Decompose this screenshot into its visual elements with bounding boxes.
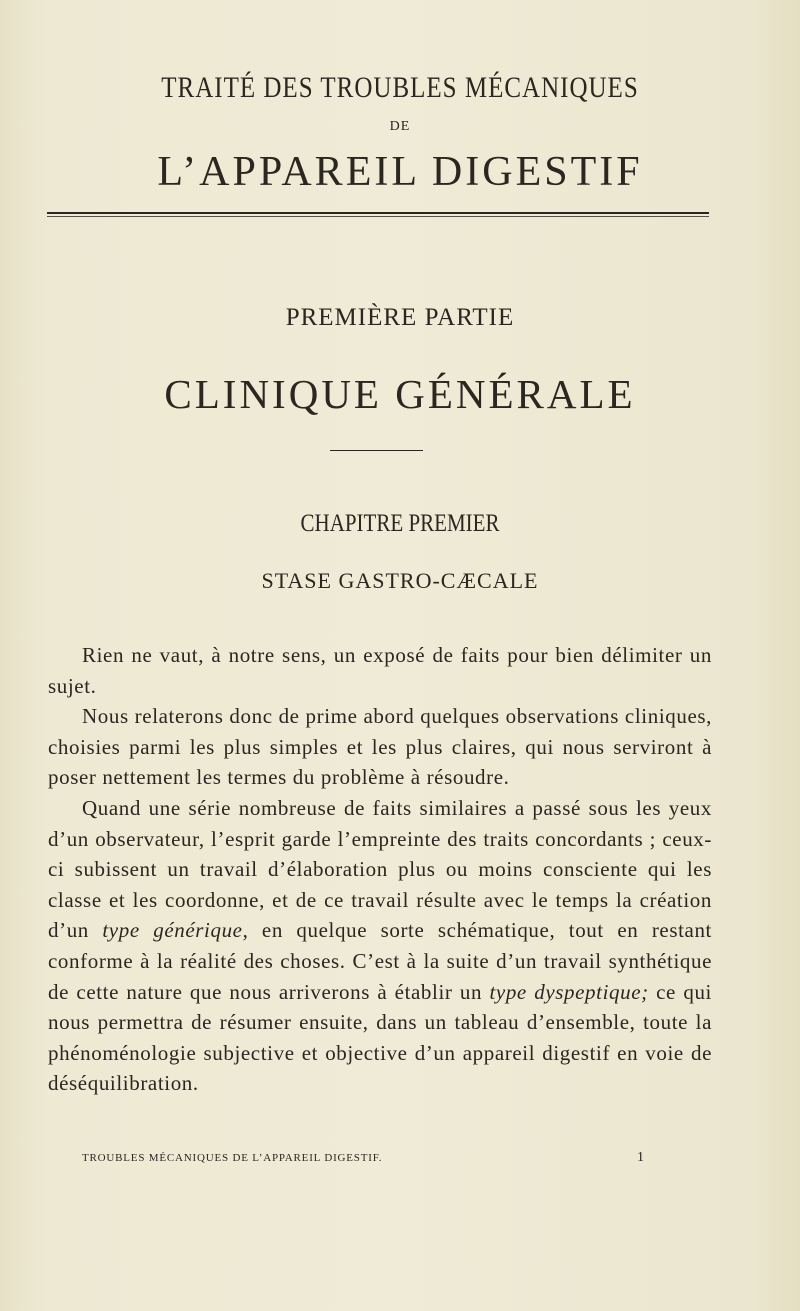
emphasis-type-dyspeptique: type dyspeptique; (489, 979, 649, 1004)
running-title: TROUBLES MÉCANIQUES DE L’APPAREIL DIGESTIF. (82, 1152, 383, 1164)
title-divider-rule (47, 212, 709, 214)
emphasis-type-generique: type générique (102, 918, 243, 943)
body-text (48, 640, 712, 1099)
paragraph-3-part-a: Quand une série nombreuse de faits similaires a passé sous les yeux d’un observateur, l’esprit garde l’empreinte des traits concordants ; ceux-ci subissent un travail d’élaboration plus ou moins consciente qui les classe et les coordonne, et de ce travail résulte avec le temps la création d’un (48, 795, 712, 943)
part-title: CLINIQUE GÉNÉRALE (164, 371, 636, 417)
book-title-de: DE (389, 119, 411, 134)
chapter-label: CHAPITRE PREMIER (300, 508, 500, 537)
paragraph-3-part-c: ce qui nous permettra de résumer ensuite, dans un tableau d’ensemble, toute la phénoménologie subjective et objective d’un appareil digestif en voie de déséquilibration. (48, 979, 712, 1096)
signature-mark: 1 (637, 1150, 645, 1165)
book-title-line1: TRAITÉ DES TROUBLES MÉCANIQUES (161, 72, 639, 104)
part-label: PREMIÈRE PARTIE (285, 304, 515, 331)
paragraph-3 (48, 793, 712, 1099)
book-title-main: L’APPAREIL DIGESTIF (157, 149, 643, 195)
paragraph-3-part-b: , en quelque sorte schématique, tout en restant conforme à la réalité des choses. C’est à la suite d’un travail synthétique de cette nature que nous arriverons à établir un (48, 918, 712, 1004)
chapter-title: STASE GASTRO-CÆCALE (261, 568, 539, 593)
paragraph-2: Nous relaterons donc de prime abord quelques observations cliniques, choisies parmi les plus simples et les plus claires, qui nous serviront à poser nettement les termes du problème à résoudre. (48, 704, 712, 790)
section-divider-rule (330, 450, 423, 451)
paragraph-1: Rien ne vaut, à notre sens, un exposé de faits pour bien délimiter un sujet. (48, 643, 712, 698)
